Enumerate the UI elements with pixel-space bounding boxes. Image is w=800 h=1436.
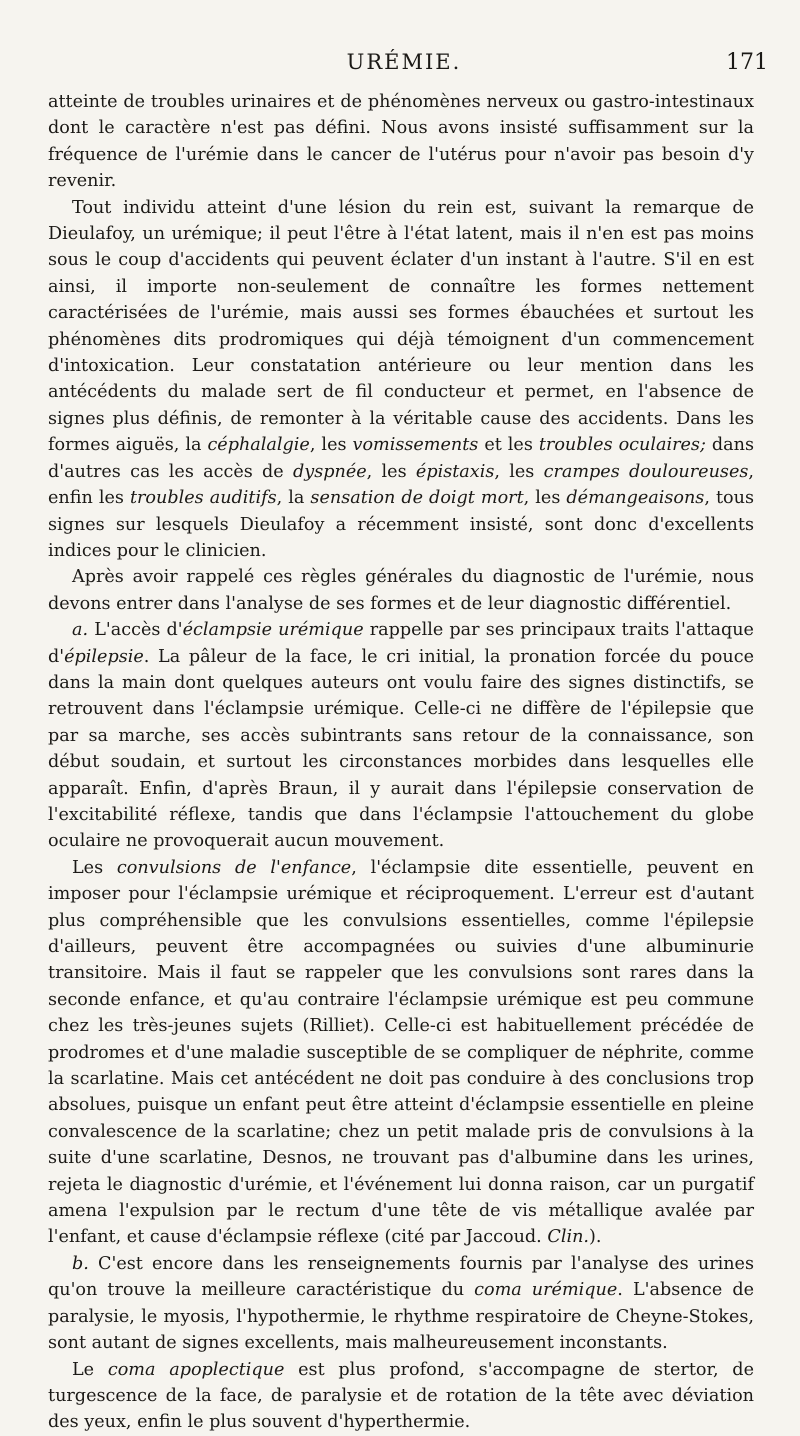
text-run: dans d'autres cas les accès de: [48, 435, 754, 482]
italic-run: coma apoplectique: [107, 1359, 285, 1380]
text-run: , les: [309, 435, 353, 456]
text-run: C'est encore dans les renseignements fournis par l'analyse des urines qu'on trouve la meilleure caractéristique du: [48, 1253, 754, 1301]
text-run: Tout individu atteint d'une lésion du rein est, suivant la remarque de Dieulafoy, un urémique; il peut l'être à l'état latent, mais il n'en est pas moins sous le coup d'accidents qui peuvent éclater d'un instant à l'autre. S'il en est ainsi, il importe non-seulement de connaître les formes nettement caractérisées de l'urémie, mais aussi ses formes ébauchées et surtout les phénomènes dits prodromiques qui déjà témoignent d'un commencement d'intoxication. Leur constatation antérieure ou leur mention dans les antécédents du malade sert de fil conducteur et permet, en l'absence de signes plus définis, de remonter à la véritable cause des accidents. Dans les formes aiguës, la: [48, 197, 754, 456]
italic-run: dyspnée: [293, 461, 367, 482]
italic-run: coma urémique: [474, 1280, 618, 1301]
italic-run: troubles oculaires;: [538, 435, 706, 456]
running-title: URÉMIE.: [346, 50, 462, 74]
paragraph: [48, 195, 754, 565]
paragraph: [48, 89, 754, 195]
text-run: , les: [494, 461, 544, 482]
text-run: , la: [276, 488, 311, 509]
text-run: est plus profond, s'accompagne de stertor, de turgescence de la face, de paralysie et de rotation de la tête avec déviation des yeux, enfin le plus souvent d'hyperthermie.: [48, 1359, 754, 1433]
italic-run: démangeaisons: [566, 488, 705, 509]
italic-run: Clin.: [547, 1227, 589, 1248]
text-run: atteinte de troubles urinaires et de phénomènes nerveux ou gastro-intestinaux dont le caractère n'est pas défini. Nous avons insisté suffisamment sur la fréquence de l'urémie dans le cancer de l'utérus pour n'avoir pas besoin d'y revenir.: [48, 92, 754, 192]
text-run: . L'absence de paralysie, le myosis, l'hypothermie, le rhythme respiratoire de Cheyne-Stokes, sont autant de signes excellents, mais malheureusement inconstants.: [48, 1280, 754, 1354]
text-run: , enfin les: [48, 461, 754, 509]
paragraph: [48, 1251, 754, 1357]
italic-run: épilepsie: [64, 646, 144, 667]
text-run: et les: [478, 435, 539, 456]
italic-run: épistaxis: [415, 461, 495, 482]
text-run: Le: [72, 1359, 108, 1380]
text-run: , les: [366, 461, 416, 482]
page-number: 171: [726, 50, 768, 75]
italic-run: éclampsie urémique: [182, 620, 364, 641]
italic-run: b.: [72, 1253, 89, 1274]
italic-run: crampes douloureuses: [543, 461, 749, 482]
text-run: , les: [523, 488, 567, 509]
italic-run: troubles auditifs: [129, 488, 277, 509]
text-run: ).: [589, 1227, 602, 1248]
text-run: L'accès d': [88, 620, 183, 641]
paragraph: [48, 1357, 754, 1436]
text-run: , l'éclampsie dite essentielle, peuvent en imposer pour l'éclampsie urémique et réciproquement. L'erreur est d'autant plus compréhensible que les convulsions essentielles, comme l'épilepsie d'ailleurs, peuvent être accompagnées ou suivies d'une albuminurie transitoire. Mais il faut se rappeler que les convulsions sont rares dans la seconde enfance, et qu'au contraire l'éclampsie urémique est peu commune chez les très-jeunes sujets (Rilliet). Celle-ci est habituellement précédée de prodromes et d'une maladie susceptible de se compliquer de néphrite, comme la scarlatine. Mais cet antécédent ne doit pas conduire à des conclusions trop absolues, puisque un enfant peut être atteint d'éclampsie essentielle en pleine convalescence de la scarlatine; chez un petit malade pris de convulsions à la suite d'une scarlatine, Desnos, ne trouvant pas d'albumine dans les urines, rejeta le diagnostic d'urémie, et l'événement lui donna raison, car un purgatif amena l'expulsion par le rectum d'une tête de vis métallique avalée par l'enfant, et cause d'éclampsie réflexe (cité par Jaccoud.: [48, 857, 754, 1248]
running-head: [40, 50, 768, 80]
text-run: , tous signes sur lesquels Dieulafoy a récemment insisté, sont donc d'excellents indices pour le clinicien.: [48, 488, 754, 561]
text-run: . La pâleur de la face, le cri initial, la pronation forcée du pouce dans la main dont quelques auteurs ont voulu faire des signes distinctifs, se retrouvent dans l'éclampsie urémique. Celle-ci ne diffère de l'épilepsie que par sa marche, ses accès subintrants sans retour de la connaissance, son début soudain, et surtout les circonstances morbides dans lesquelles elle apparaît. Enfin, d'après Braun, il y aurait dans l'épilepsie conservation de l'excitabilité réflexe, tandis que dans l'éclampsie l'attouchement du globe oculaire ne provoquerait aucun mouvement.: [48, 646, 754, 852]
paragraph: [48, 617, 754, 855]
italic-run: convulsions de l'enfance: [116, 857, 352, 878]
italic-run: vomissements: [352, 435, 479, 456]
italic-run: céphalalgie: [207, 435, 310, 456]
paragraph: [48, 855, 754, 1251]
paragraph: [48, 564, 754, 617]
italic-run: sensation de doigt mort: [310, 488, 524, 509]
text-run: rappelle par ses principaux traits l'attaque d': [48, 620, 754, 667]
body-text: [48, 89, 754, 1436]
text-run: Les: [72, 857, 117, 878]
italic-run: a.: [72, 620, 89, 641]
text-run: Après avoir rappelé ces règles générales du diagnostic de l'urémie, nous devons entrer dans l'analyse de ses formes et de leur diagnostic différentiel.: [48, 567, 754, 614]
